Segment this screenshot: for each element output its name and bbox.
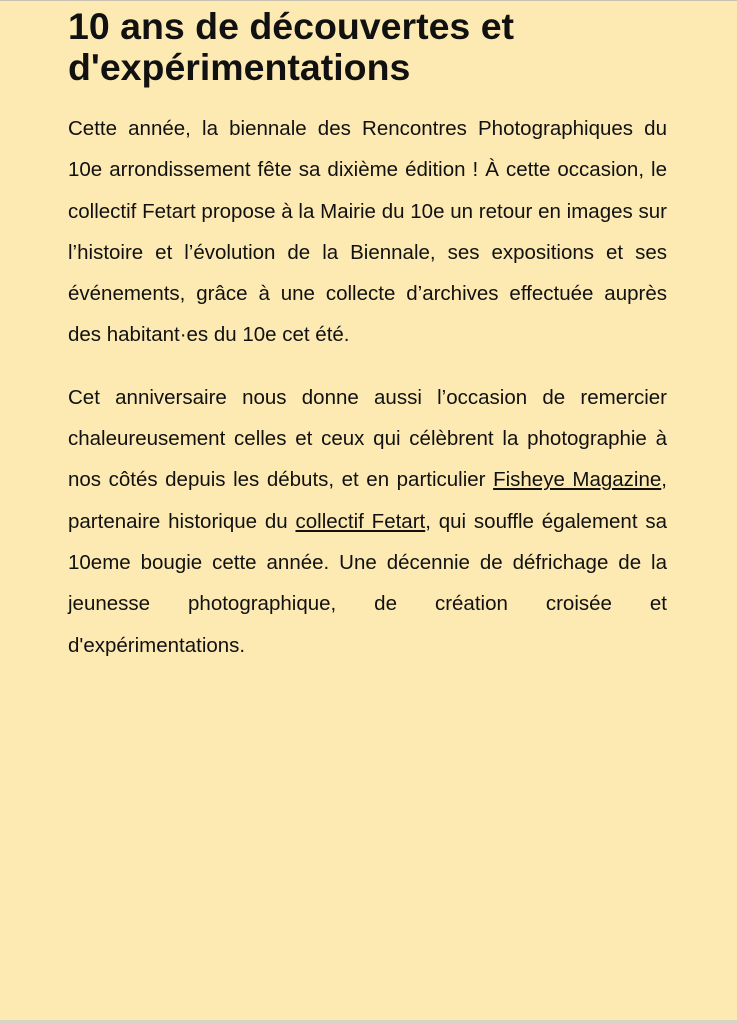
- article-title: 10 ans de découvertes et d'expérimentations: [68, 5, 515, 88]
- article-paragraph-1: Cette année, la biennale des Rencontres Photographiques du 10e arrondissement fête sa dixième édition ! À cette occasion, le collectif Fetart propose à la Mairie du 10e un retour en images sur l’histoire et l’évolution de la Biennale, ses expositions et ses événements, grâce à une collecte d’archives effectuée auprès des habitant·es du 10e cet été.: [68, 117, 667, 347]
- article-paragraph-2: [68, 377, 667, 666]
- paragraph-2-text-part-1: Cet anniversaire nous donne aussi l’occasion de remercier chaleureusement celles et ceux qui célèbrent la photographie à nos côtés depuis les débuts, et en particulier: [68, 385, 667, 492]
- collectif-fetart-link[interactable]: collectif Fetart: [295, 509, 426, 533]
- fisheye-magazine-link[interactable]: Fisheye Magazine: [493, 468, 662, 492]
- top-divider: [0, 0, 737, 1]
- paragraph-2-text-part-3: , qui souffle également sa 10eme bougie cette année. Une décennie de défrichage de la jeunesse photographique, de création croisée et d'expérimentations.: [68, 509, 667, 657]
- paragraph-2-text-part-2: , partenaire historique du: [68, 468, 667, 533]
- article: [68, 6, 667, 666]
